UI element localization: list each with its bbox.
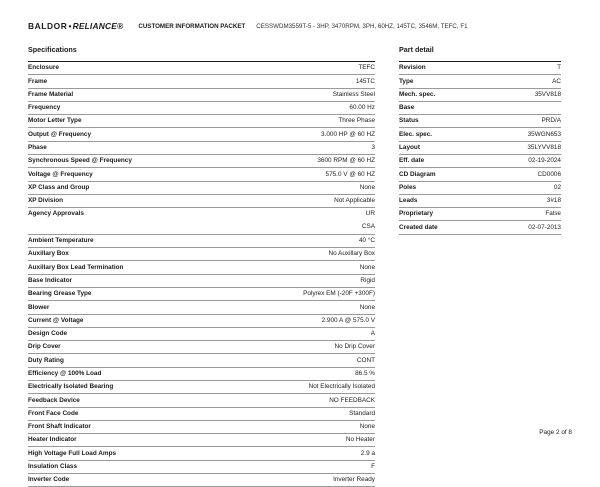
spec-row-label: Ambient Temperature (28, 237, 94, 245)
spec-row-value: 2.900 A @ 575.0 V (321, 316, 375, 324)
spec-row-label: Frequency (28, 104, 61, 112)
baldor-reliance-logo (28, 21, 123, 31)
part-detail-table (399, 61, 561, 235)
spec-row-label: Design Code (28, 330, 68, 338)
logo-registered-mark: ® (117, 21, 124, 31)
spec-row-value: None (359, 263, 375, 271)
spec-row-value: 3.000 HP @ 60 HZ (321, 130, 375, 138)
spec-row (28, 301, 375, 314)
doc-title: CUSTOMER INFORMATION PACKET (138, 22, 246, 30)
spec-row (28, 102, 375, 115)
spec-row-label: Front Shaft Indicator (28, 423, 91, 431)
spec-row-value: 60.00 Hz (349, 104, 375, 112)
spec-row-label: Motor Letter Type (28, 117, 82, 125)
part-row-label: Poles (399, 183, 417, 191)
part-row-value: CD0006 (537, 170, 561, 178)
doc-description: CESSWDM3559T-5 - 3HP, 3470RPM, 3PH, 60HZ, 145TC, 3546M, TEFC, F1 (256, 22, 468, 30)
spec-row-label: Current @ Voltage (28, 316, 84, 324)
part-row-value: AC (552, 77, 561, 85)
spec-row-value: A (370, 330, 375, 338)
spec-row-label: Heater Indicator (28, 436, 77, 444)
spec-row (28, 461, 375, 474)
logo-text-baldor: BALDOR (28, 21, 68, 31)
spec-row (28, 341, 375, 354)
spec-row-value: 86.5 % (355, 370, 375, 378)
spec-row-value: No Drip Cover (334, 343, 375, 351)
part-row (399, 75, 561, 88)
part-row-value: 35WGN653 (527, 130, 561, 138)
spec-row-label: Auxillary Box Lead Termination (28, 263, 124, 271)
spec-row-label: Insulation Class (28, 462, 78, 470)
spec-row-label: Bearing Grease Type (28, 290, 92, 298)
part-row-label: Type (399, 77, 414, 85)
part-row (399, 128, 561, 141)
part-row-label: Eff. date (399, 157, 425, 165)
part-row (399, 168, 561, 181)
spec-row-label: Auxillary Box (28, 250, 69, 258)
part-row-label: Created date (399, 223, 438, 231)
spec-row-value: Not Applicable (334, 197, 375, 205)
spec-row-value: NO FEEDBACK (329, 396, 375, 404)
part-row-label: Leads (399, 197, 418, 205)
spec-row-label: XP Division (28, 197, 64, 205)
part-row-label: Layout (399, 143, 420, 151)
part-row-value: False (545, 210, 561, 218)
spec-row-label: Voltage @ Frequency (28, 170, 93, 178)
logo-text-reliance: RELIANCE (72, 21, 117, 31)
part-row (399, 195, 561, 208)
spec-row-label: Phase (28, 143, 47, 151)
spec-row-label: Front Face Code (28, 409, 79, 417)
part-row-label: Base (399, 104, 415, 112)
part-row-value: PRD/A (541, 117, 561, 125)
spec-row (28, 62, 375, 75)
spec-row-label: Synchronous Speed @ Frequency (28, 157, 132, 165)
spec-row-label: Duty Rating (28, 356, 64, 364)
spec-row (28, 115, 375, 128)
spec-row (28, 142, 375, 155)
spec-row-label: Enclosure (28, 64, 59, 72)
spec-row (28, 288, 375, 301)
spec-row-label: Blower (28, 303, 50, 311)
spec-row (28, 128, 375, 141)
spec-row (28, 195, 375, 208)
spec-row-value: UR (365, 210, 375, 218)
spec-row-value: Three Phase (338, 117, 375, 125)
part-row-value: 02-19-2024 (528, 157, 561, 165)
spec-row (28, 248, 375, 261)
part-row (399, 102, 561, 115)
spec-row-label: High Voltage Full Load Amps (28, 449, 117, 457)
spec-row-value: Not Electrically Isolated (308, 383, 375, 391)
spec-row-values (362, 208, 375, 234)
spec-row (28, 354, 375, 367)
spec-row (28, 235, 375, 248)
spec-row (28, 275, 375, 288)
part-row (399, 208, 561, 221)
specifications-title: Specifications (28, 45, 77, 54)
part-row-label: Elec. spec. (399, 130, 433, 138)
part-row-label: Revision (399, 64, 426, 72)
spec-row (28, 155, 375, 168)
spec-row (28, 434, 375, 447)
part-row (399, 182, 561, 195)
spec-row-value: No Auxillary Box (328, 250, 375, 258)
spec-row (28, 328, 375, 341)
spec-row (28, 75, 375, 88)
spec-row-label: Drip Cover (28, 343, 61, 351)
part-row-value: 35VV818 (534, 90, 561, 98)
spec-row-value: None (359, 183, 375, 191)
spec-row-value: 2.9 a (360, 449, 375, 457)
page-number: Page 2 of 8 (539, 429, 572, 436)
specifications-table (28, 61, 375, 487)
spec-row-label: Output @ Frequency (28, 130, 92, 138)
part-row-label: Proprietary (399, 210, 434, 218)
spec-row-label: Electrically Isolated Bearing (28, 383, 114, 391)
spec-row-value: 575.0 V @ 60 HZ (325, 170, 375, 178)
part-row-value: 35LYVV818 (527, 143, 561, 151)
spec-row-value: Stainless Steel (332, 90, 375, 98)
spec-row-value: None (359, 303, 375, 311)
spec-row-value: TEFC (358, 64, 375, 72)
spec-row-value: No Heater (345, 436, 375, 444)
spec-row-value: F (371, 462, 375, 470)
spec-row-value: Inverter Ready (333, 476, 375, 484)
spec-row (28, 421, 375, 434)
spec-row (28, 168, 375, 181)
part-row (399, 221, 561, 234)
part-row-value: 02-07-2013 (528, 223, 561, 231)
spec-row-value: 3 (371, 143, 375, 151)
part-row (399, 155, 561, 168)
spec-row-label: Frame Material (28, 90, 74, 98)
spec-row-label: Feedback Device (28, 396, 80, 404)
spec-row (28, 208, 375, 235)
document-header (28, 19, 578, 33)
part-row-value: 3#18 (546, 197, 561, 205)
spec-row (28, 261, 375, 274)
spec-row (28, 474, 375, 487)
part-detail-title: Part detail (399, 45, 434, 54)
spec-row (28, 89, 375, 102)
spec-row-label: Inverter Code (28, 476, 70, 484)
spec-row-value: CSA (361, 223, 375, 230)
spec-row-value: Standard (349, 409, 375, 417)
spec-row (28, 408, 375, 421)
spec-row (28, 315, 375, 328)
spec-row-value: CONT (356, 356, 375, 364)
part-row-label: Status (399, 117, 419, 125)
spec-row-value: 3600 RPM @ 60 HZ (317, 157, 375, 165)
part-row (399, 142, 561, 155)
spec-row (28, 447, 375, 460)
spec-row-label: Efficiency @ 100% Load (28, 370, 102, 378)
spec-row (28, 381, 375, 394)
spec-row-label: Agency Approvals (28, 210, 84, 218)
part-row (399, 62, 561, 75)
spec-row-value: Polyrex EM (-20F +300F) (303, 290, 375, 298)
spec-row (28, 368, 375, 381)
spec-row-value: 145TC (355, 77, 375, 85)
spec-row-value: 40 °C (358, 237, 375, 245)
spec-row (28, 394, 375, 407)
spec-row-label: Frame (28, 77, 48, 85)
spec-row-value: Rigid (360, 277, 375, 285)
part-row (399, 115, 561, 128)
part-row (399, 89, 561, 102)
logo-separator: • (68, 21, 72, 31)
spec-row (28, 182, 375, 195)
part-row-value: T (557, 64, 561, 72)
part-row-value: 02 (553, 183, 561, 191)
spec-row-label: XP Class and Group (28, 183, 90, 191)
spec-row-value: None (359, 423, 375, 431)
part-row-label: CD Diagram (399, 170, 436, 178)
spec-row-label: Base Indicator (28, 277, 73, 285)
part-row-label: Mech. spec. (399, 90, 436, 98)
